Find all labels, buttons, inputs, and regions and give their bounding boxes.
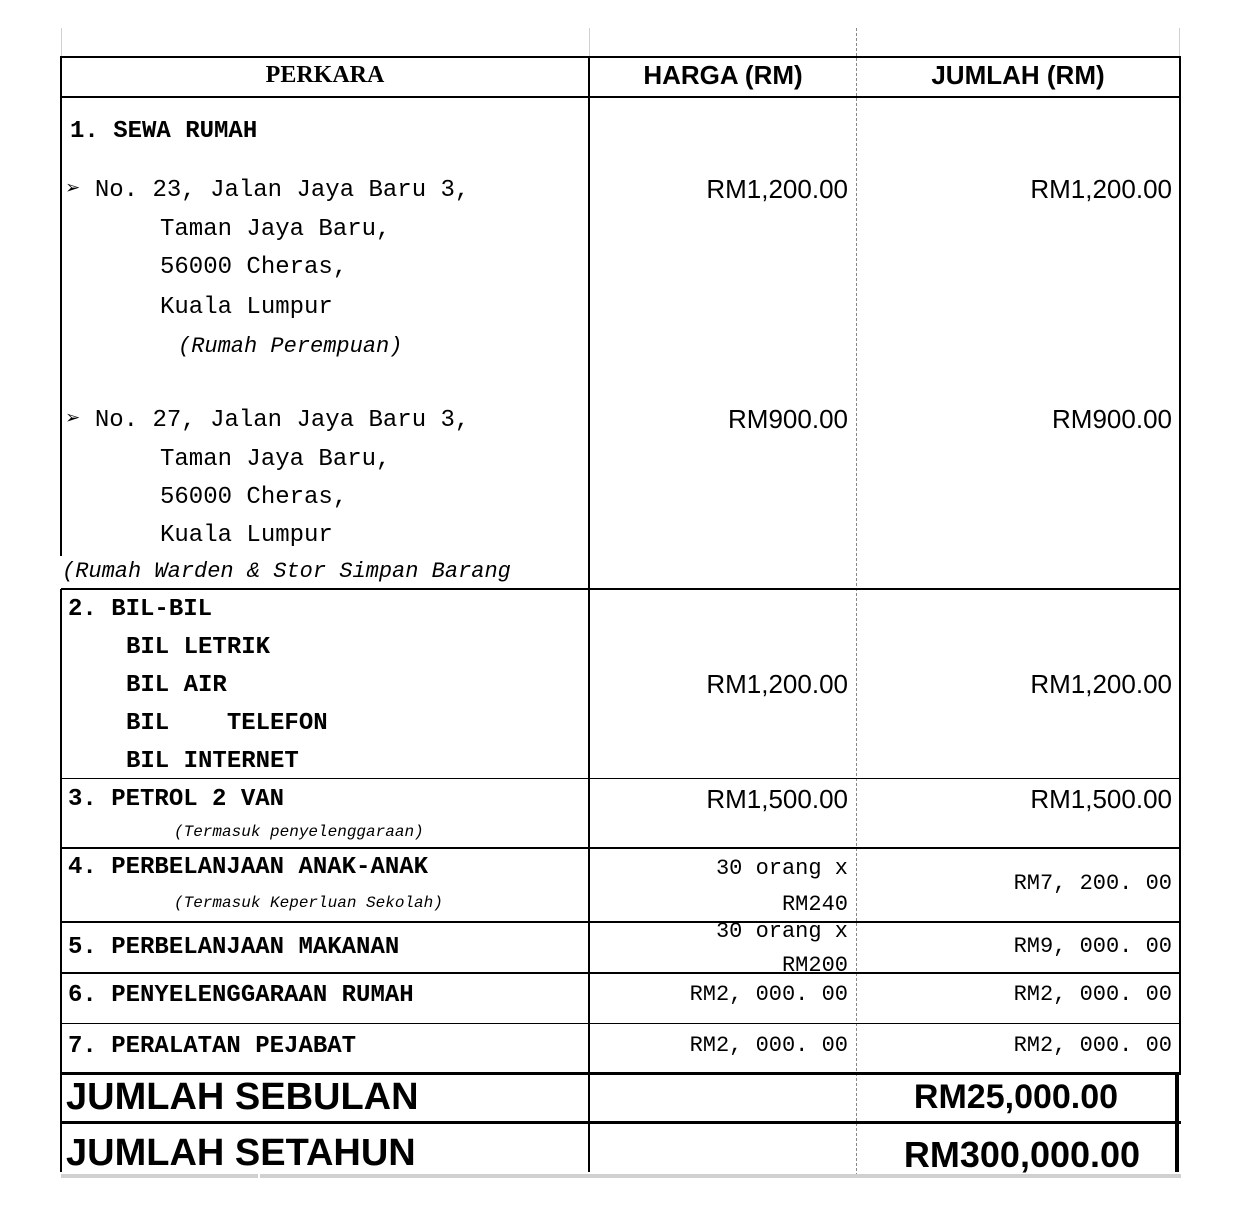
row2-item-letrik: BIL LETRIK bbox=[126, 634, 271, 661]
row7-harga: RM2, 000. 00 bbox=[689, 1033, 848, 1058]
row4-jumlah: RM7, 200. 00 bbox=[1013, 871, 1172, 896]
row3-jumlah: RM1,500.00 bbox=[1030, 784, 1172, 814]
total-monthly-value: RM25,000.00 bbox=[913, 1078, 1119, 1116]
row1-addr2-note: Rumah Warden & Stor Simpan Barang) bbox=[62, 559, 511, 584]
row1-addr1-line2: Taman Jaya Baru, bbox=[160, 216, 391, 243]
row6-harga: RM2, 000. 00 bbox=[689, 982, 848, 1007]
column-divider-dashed bbox=[856, 28, 857, 1176]
gridline-right-top bbox=[1179, 28, 1180, 56]
header-jumlah: JUMLAH (RM) bbox=[931, 60, 1105, 90]
table-border-top bbox=[61, 56, 1181, 58]
row1-addr1-line1: ➢ No. 23, Jalan Jaya Baru 3, bbox=[66, 177, 470, 204]
row7-border-bottom bbox=[61, 1072, 1181, 1075]
row1-addr1-harga: RM1,200.00 bbox=[706, 174, 848, 204]
row5-border-bottom bbox=[61, 972, 1181, 974]
total-yearly-value: RM300,000.00 bbox=[903, 1134, 1141, 1174]
total-monthly-label: JUMLAH SEBULAN bbox=[66, 1076, 419, 1118]
row5-harga-line1: 30 orang x bbox=[715, 923, 848, 944]
header-perkara: PERKARA bbox=[265, 62, 385, 88]
header-harga: HARGA (RM) bbox=[643, 60, 803, 90]
row6-jumlah: RM2, 000. 00 bbox=[1013, 982, 1172, 1007]
row1-addr1-jumlah: RM1,200.00 bbox=[1030, 174, 1172, 204]
sheet-bottom-edge bbox=[61, 1174, 1181, 1178]
row1-addr1-note: (Rumah Perempuan) bbox=[178, 334, 403, 359]
table-border-right bbox=[1179, 56, 1181, 1072]
row1-addr2-jumlah: RM900.00 bbox=[1052, 404, 1172, 434]
row2-item-air: BIL AIR bbox=[126, 672, 227, 699]
row1-addr1-line4: Kuala Lumpur bbox=[160, 294, 333, 321]
row1-addr2-line1: ➢ No. 27, Jalan Jaya Baru 3, bbox=[66, 407, 470, 434]
header-border-bottom bbox=[61, 96, 1181, 98]
row2-item-telefon: BIL TELEFON bbox=[126, 710, 328, 737]
table-border-left bbox=[60, 56, 62, 556]
row4-note: (Termasuk Keperluan Sekolah) bbox=[174, 894, 443, 912]
gridline-left-top bbox=[61, 28, 62, 56]
row1-addr2-line4: Kuala Lumpur bbox=[160, 522, 333, 549]
row3-note: (Termasuk penyelenggaraan) bbox=[174, 823, 424, 841]
row7-title: 7. PERALATAN PEJABAT bbox=[68, 1033, 357, 1060]
row4-harga-line2: RM240 bbox=[781, 892, 848, 917]
row3-border-bottom bbox=[61, 847, 1181, 849]
row5-harga-clip bbox=[590, 923, 848, 972]
row5-title: 5. PERBELANJAAN MAKANAN bbox=[68, 934, 400, 961]
row1-addr2-line2: Taman Jaya Baru, bbox=[160, 446, 391, 473]
row4-title: 4. PERBELANJAAN ANAK-ANAK bbox=[68, 854, 429, 881]
row2-harga: RM1,200.00 bbox=[706, 669, 848, 699]
row1-addr1-line3: 56000 Cheras, bbox=[160, 254, 348, 281]
totals-border-right bbox=[1175, 1072, 1179, 1172]
total-yearly-label: JUMLAH SETAHUN bbox=[66, 1132, 416, 1174]
table-border-left-lower bbox=[60, 589, 62, 1172]
row2-title: 2. BIL-BIL bbox=[68, 596, 213, 623]
row1-addr2-line3: 56000 Cheras, bbox=[160, 484, 348, 511]
row2-border-bottom bbox=[61, 778, 1181, 779]
row2-jumlah: RM1,200.00 bbox=[1030, 669, 1172, 699]
row1-title: 1. SEWA RUMAH bbox=[70, 118, 258, 145]
row1-border-bottom bbox=[61, 588, 1181, 590]
row6-border-bottom bbox=[61, 1023, 1181, 1024]
row4-harga-line1: 30 orang x bbox=[715, 856, 848, 881]
row3-harga: RM1,500.00 bbox=[706, 784, 848, 814]
row5-harga-line2: RM200 bbox=[781, 953, 848, 972]
row3-title: 3. PETROL 2 VAN bbox=[68, 786, 285, 813]
row6-title: 6. PENYELENGGARAAN RUMAH bbox=[68, 982, 414, 1009]
row1-addr2-harga: RM900.00 bbox=[728, 404, 848, 434]
row7-jumlah: RM2, 000. 00 bbox=[1013, 1033, 1172, 1058]
gridline-mid-top bbox=[589, 28, 590, 56]
row2-item-internet: BIL INTERNET bbox=[126, 748, 299, 775]
total-yearly-clip bbox=[62, 1124, 1175, 1174]
row5-jumlah: RM9, 000. 00 bbox=[1013, 934, 1172, 959]
